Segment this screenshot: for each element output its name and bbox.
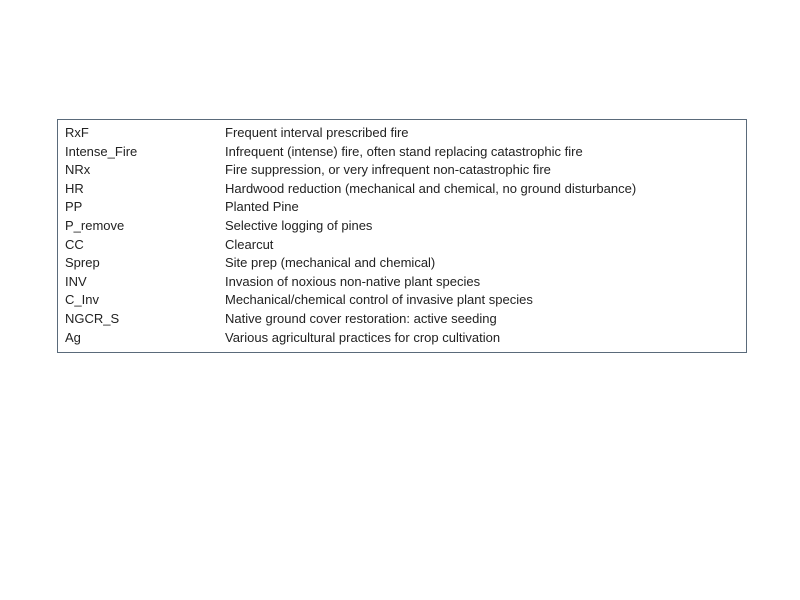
abbreviation-description: Frequent interval prescribed fire bbox=[225, 125, 409, 140]
table-row bbox=[65, 124, 746, 143]
abbreviation-description: Selective logging of pines bbox=[225, 217, 373, 233]
abbreviation-description: Site prep (mechanical and chemical) bbox=[225, 255, 436, 271]
abbreviation-description: Fire suppression, or very infrequent non-catastrophic fire bbox=[225, 162, 551, 178]
abbreviation-code: CC bbox=[65, 236, 84, 252]
abbreviation-description: Native ground cover restoration: active seeding bbox=[225, 310, 497, 326]
table-row bbox=[65, 143, 746, 162]
abbreviation-code: NGCR_S bbox=[65, 310, 120, 326]
table-row bbox=[65, 236, 746, 255]
table-row bbox=[65, 217, 746, 236]
abbreviation-code: P_remove bbox=[65, 217, 125, 233]
abbreviation-description: Clearcut bbox=[225, 236, 274, 252]
abbreviation-code: HR bbox=[65, 180, 84, 196]
abbreviation-code: INV bbox=[65, 273, 87, 289]
table-row bbox=[65, 329, 746, 348]
table-row bbox=[65, 291, 746, 310]
table-row bbox=[65, 254, 746, 273]
table-row bbox=[65, 198, 746, 217]
abbreviation-description: Various agricultural practices for crop cultivation bbox=[225, 329, 501, 345]
abbreviation-description: Mechanical/chemical control of invasive plant species bbox=[225, 292, 533, 308]
table-row bbox=[65, 273, 746, 292]
abbreviation-code: C_Inv bbox=[65, 292, 99, 308]
abbreviation-code: RxF bbox=[65, 125, 89, 140]
abbreviation-description: Invasion of noxious non-native plant species bbox=[225, 273, 481, 289]
table-row bbox=[65, 180, 746, 199]
abbreviation-table bbox=[57, 119, 747, 353]
abbreviation-description: Hardwood reduction (mechanical and chemical, no ground disturbance) bbox=[225, 180, 637, 196]
abbreviation-code: Sprep bbox=[65, 255, 100, 271]
table-row bbox=[65, 161, 746, 180]
abbreviation-code: Intense_Fire bbox=[65, 143, 138, 159]
table-row bbox=[65, 310, 746, 329]
abbreviation-code: PP bbox=[65, 199, 83, 215]
abbreviation-code: NRx bbox=[65, 162, 91, 178]
abbreviation-description: Infrequent (intense) fire, often stand replacing catastrophic fire bbox=[225, 143, 583, 159]
abbreviation-description: Planted Pine bbox=[225, 199, 299, 215]
abbreviation-code: Ag bbox=[65, 329, 81, 345]
